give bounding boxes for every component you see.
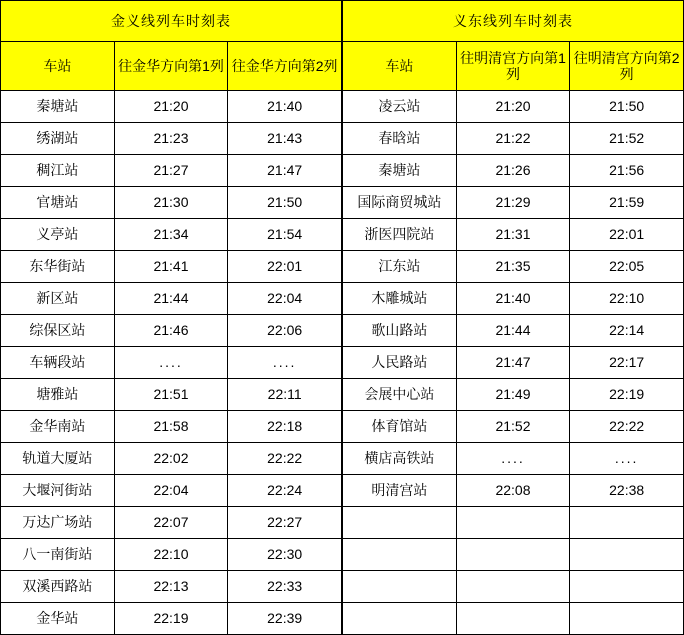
station-name: 万达广场站 xyxy=(1,507,115,539)
station-name: 轨道大厦站 xyxy=(1,443,115,475)
table-row xyxy=(1,475,342,507)
train-1-time: 21:47 xyxy=(456,347,570,379)
table-row xyxy=(343,123,684,155)
station-name: 人民路站 xyxy=(343,347,457,379)
train-2-time xyxy=(570,507,684,539)
station-name: 绣湖站 xyxy=(1,123,115,155)
train-1-time: 21:30 xyxy=(114,187,228,219)
station-name: 秦塘站 xyxy=(1,91,115,123)
train-1-time: 21:27 xyxy=(114,155,228,187)
train-1-time: 21:44 xyxy=(114,283,228,315)
station-name: 金华站 xyxy=(1,603,115,635)
train-2-time: 21:59 xyxy=(570,187,684,219)
train-1-time: .... xyxy=(456,443,570,475)
station-name: 体育馆站 xyxy=(343,411,457,443)
train-2-time: 21:54 xyxy=(228,219,342,251)
station-name: 双溪西路站 xyxy=(1,571,115,603)
station-name: 会展中心站 xyxy=(343,379,457,411)
station-name: 春晗站 xyxy=(343,123,457,155)
train-2-time xyxy=(570,571,684,603)
station-name: 官塘站 xyxy=(1,187,115,219)
train-1-time: 22:13 xyxy=(114,571,228,603)
table-row xyxy=(1,603,342,635)
station-name xyxy=(343,507,457,539)
header-row xyxy=(1,42,342,91)
train-1-time: 21:23 xyxy=(114,123,228,155)
table-row-empty xyxy=(343,539,684,571)
table-row xyxy=(343,379,684,411)
station-name: 塘雅站 xyxy=(1,379,115,411)
table-row xyxy=(1,91,342,123)
train-2-time: 22:27 xyxy=(228,507,342,539)
train-2-time: 22:17 xyxy=(570,347,684,379)
train-1-time: 21:51 xyxy=(114,379,228,411)
station-name: 义亭站 xyxy=(1,219,115,251)
train-1-time: 21:20 xyxy=(114,91,228,123)
station-name: 江东站 xyxy=(343,251,457,283)
train-1-time xyxy=(456,539,570,571)
table-row xyxy=(1,315,342,347)
column-header-station: 车站 xyxy=(343,42,457,91)
table-row xyxy=(1,251,342,283)
station-name: 东华街站 xyxy=(1,251,115,283)
title-row xyxy=(1,1,342,42)
table-row xyxy=(343,91,684,123)
train-2-time: .... xyxy=(228,347,342,379)
train-1-time: 21:41 xyxy=(114,251,228,283)
train-2-time: 22:24 xyxy=(228,475,342,507)
station-name: 八一南街站 xyxy=(1,539,115,571)
train-2-time: 22:33 xyxy=(228,571,342,603)
train-1-time xyxy=(456,507,570,539)
train-2-time: 21:43 xyxy=(228,123,342,155)
train-2-time: 22:38 xyxy=(570,475,684,507)
train-2-time xyxy=(570,539,684,571)
column-header-train-2: 往金华方向第2列 xyxy=(228,42,342,91)
table-row xyxy=(1,443,342,475)
table-row xyxy=(343,475,684,507)
station-name: 稠江站 xyxy=(1,155,115,187)
table-row xyxy=(1,155,342,187)
station-name xyxy=(343,603,457,635)
column-header-train-2: 往明清宫方向第2列 xyxy=(570,42,684,91)
station-name: 车辆段站 xyxy=(1,347,115,379)
train-1-time: 22:07 xyxy=(114,507,228,539)
table-row xyxy=(1,411,342,443)
train-2-time: 21:50 xyxy=(228,187,342,219)
table-row xyxy=(343,283,684,315)
train-2-time: 22:05 xyxy=(570,251,684,283)
train-2-time: 22:10 xyxy=(570,283,684,315)
table-row xyxy=(343,443,684,475)
station-name: 横店高铁站 xyxy=(343,443,457,475)
station-name: 浙医四院站 xyxy=(343,219,457,251)
table-row xyxy=(1,123,342,155)
train-1-time: 21:40 xyxy=(456,283,570,315)
station-name: 歌山路站 xyxy=(343,315,457,347)
station-name: 新区站 xyxy=(1,283,115,315)
station-name xyxy=(343,539,457,571)
table-row xyxy=(1,347,342,379)
table-row xyxy=(1,507,342,539)
timetable-yidong-line xyxy=(342,0,684,635)
train-1-time: 21:49 xyxy=(456,379,570,411)
table-row xyxy=(343,315,684,347)
train-1-time: 21:35 xyxy=(456,251,570,283)
train-1-time: 22:04 xyxy=(114,475,228,507)
train-1-time: 21:46 xyxy=(114,315,228,347)
train-2-time: 22:19 xyxy=(570,379,684,411)
train-1-time: 21:29 xyxy=(456,187,570,219)
table-row xyxy=(1,283,342,315)
train-1-time: 22:19 xyxy=(114,603,228,635)
train-1-time: 21:20 xyxy=(456,91,570,123)
train-2-time: 21:52 xyxy=(570,123,684,155)
table-row xyxy=(1,187,342,219)
table-row xyxy=(343,187,684,219)
train-2-time: 21:40 xyxy=(228,91,342,123)
train-1-time: 21:58 xyxy=(114,411,228,443)
train-2-time: 21:47 xyxy=(228,155,342,187)
train-2-time: 22:18 xyxy=(228,411,342,443)
station-name: 凌云站 xyxy=(343,91,457,123)
station-name: 秦塘站 xyxy=(343,155,457,187)
train-1-time: 21:22 xyxy=(456,123,570,155)
train-2-time: 22:30 xyxy=(228,539,342,571)
train-2-time: 22:22 xyxy=(228,443,342,475)
train-2-time: 22:11 xyxy=(228,379,342,411)
train-1-time: 21:34 xyxy=(114,219,228,251)
train-2-time: 22:22 xyxy=(570,411,684,443)
table-row-empty xyxy=(343,507,684,539)
train-1-time: 21:52 xyxy=(456,411,570,443)
table-row xyxy=(1,571,342,603)
table-row xyxy=(343,347,684,379)
table-row-empty xyxy=(343,571,684,603)
table-row xyxy=(1,219,342,251)
table-row xyxy=(343,411,684,443)
table-row-empty xyxy=(343,603,684,635)
train-2-time: 21:50 xyxy=(570,91,684,123)
train-1-time: 22:10 xyxy=(114,539,228,571)
table-row xyxy=(343,219,684,251)
table-row xyxy=(1,379,342,411)
column-header-train-1: 往明清宫方向第1列 xyxy=(456,42,570,91)
train-2-time: 22:14 xyxy=(570,315,684,347)
train-2-time: .... xyxy=(570,443,684,475)
train-1-time: 21:31 xyxy=(456,219,570,251)
train-2-time: 22:01 xyxy=(570,219,684,251)
header-row xyxy=(343,42,684,91)
table-title: 义东线列车时刻表 xyxy=(343,1,684,42)
station-name: 金华南站 xyxy=(1,411,115,443)
train-2-time xyxy=(570,603,684,635)
station-name: 综保区站 xyxy=(1,315,115,347)
train-2-time: 21:56 xyxy=(570,155,684,187)
table-row xyxy=(343,155,684,187)
train-1-time: 22:02 xyxy=(114,443,228,475)
train-2-time: 22:06 xyxy=(228,315,342,347)
station-name xyxy=(343,571,457,603)
title-row xyxy=(343,1,684,42)
station-name: 明清宫站 xyxy=(343,475,457,507)
station-name: 大堰河街站 xyxy=(1,475,115,507)
train-1-time: .... xyxy=(114,347,228,379)
train-1-time xyxy=(456,571,570,603)
column-header-station: 车站 xyxy=(1,42,115,91)
table-row xyxy=(1,539,342,571)
train-1-time xyxy=(456,603,570,635)
table-title: 金义线列车时刻表 xyxy=(1,1,342,42)
train-1-time: 22:08 xyxy=(456,475,570,507)
train-2-time: 22:01 xyxy=(228,251,342,283)
column-header-train-1: 往金华方向第1列 xyxy=(114,42,228,91)
train-1-time: 21:26 xyxy=(456,155,570,187)
train-2-time: 22:04 xyxy=(228,283,342,315)
station-name: 木雕城站 xyxy=(343,283,457,315)
table-row xyxy=(343,251,684,283)
station-name: 国际商贸城站 xyxy=(343,187,457,219)
train-2-time: 22:39 xyxy=(228,603,342,635)
train-1-time: 21:44 xyxy=(456,315,570,347)
